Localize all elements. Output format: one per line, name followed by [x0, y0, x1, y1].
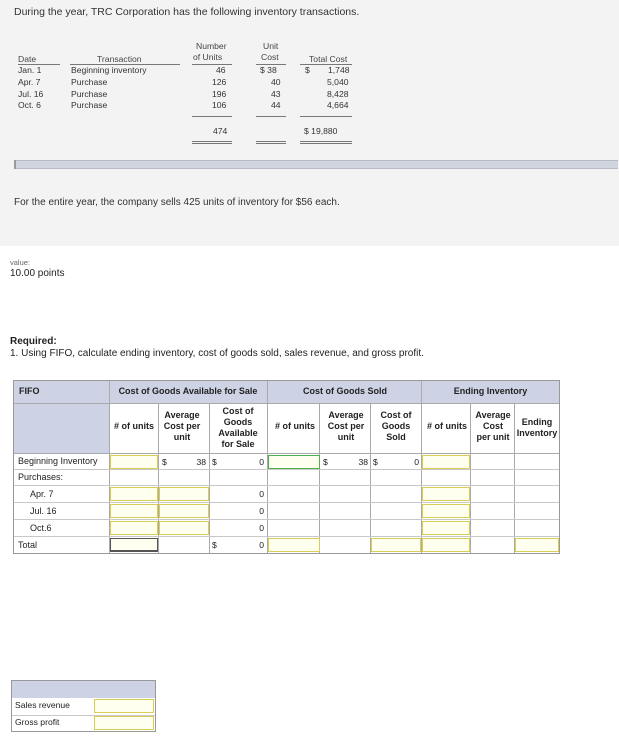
row-total-cost: 8,428 [327, 89, 349, 99]
row-transaction: Purchase [71, 89, 108, 99]
ending-units-input[interactable] [422, 455, 470, 469]
grid-line [14, 469, 559, 470]
row-total-dollar: $ [305, 65, 310, 75]
jul16-units-input[interactable] [110, 504, 158, 518]
sub-end-avg-3: per unit [476, 432, 510, 442]
sub-cogas-4: for Sale [221, 439, 255, 449]
fifo-table [13, 380, 560, 554]
header-transaction: Transaction [97, 54, 142, 64]
sales-table-header [12, 681, 155, 698]
sub-units-ending: # of units [427, 421, 467, 431]
row-unit-cost: 44 [271, 100, 281, 110]
value-points: 10.00 points [10, 268, 65, 279]
sold-avg-dollar: $ [323, 457, 328, 467]
total-ending-units-input[interactable] [422, 538, 470, 552]
jul16-ending-units-input[interactable] [422, 504, 470, 518]
row-label-purchases: Purchases: [18, 472, 64, 482]
jul16-cogas: 0 [259, 506, 264, 516]
begin-cogas: 0 [259, 457, 264, 467]
grid-line [14, 502, 559, 503]
row-units: 196 [212, 89, 227, 99]
sub-cogs-3: Sold [386, 432, 406, 442]
double-rule-unitcost [256, 141, 286, 144]
row-label-total: Total [18, 540, 38, 550]
row-label-oct6: Oct.6 [30, 523, 52, 533]
grid-line [514, 403, 515, 553]
grid-line [14, 519, 559, 520]
total-units-input[interactable] [110, 538, 158, 552]
begin-units-input[interactable] [110, 455, 158, 469]
sales-revenue-input[interactable] [94, 699, 154, 713]
row-units: 46 [216, 65, 226, 75]
problem-panel [0, 0, 619, 246]
gross-profit-input[interactable] [94, 716, 154, 730]
sub-avg-sold-2: Cost per [327, 421, 365, 431]
oct6-ending-units-input[interactable] [422, 521, 470, 535]
header-date: Date [18, 54, 37, 64]
double-rule-units [192, 141, 232, 144]
grid-line [319, 403, 320, 553]
row-date: Jul. 16 [18, 89, 44, 99]
sales-revenue-label: Sales revenue [15, 700, 70, 710]
grid-line [14, 453, 559, 454]
fifo-corner-band [14, 403, 109, 453]
row-date: Oct. 6 [18, 100, 41, 110]
row-label-beginning: Beginning Inventory [18, 456, 98, 466]
sub-cogas-3: Available [218, 428, 258, 438]
rule-units [192, 64, 232, 65]
total-sold-units-input[interactable] [268, 538, 320, 552]
header-total-cost: Total Cost [309, 54, 348, 64]
row-label-jul16: Jul. 16 [30, 506, 57, 516]
problem-sells-text: For the entire year, the company sells 425 units of inventory for $56 each. [14, 197, 340, 208]
row-date: Apr. 7 [18, 77, 41, 87]
apr7-ending-units-input[interactable] [422, 487, 470, 501]
sub-cogs-1: Cost of [380, 410, 412, 420]
problem-intro: During the year, TRC Corporation has the following inventory transactions. [14, 6, 360, 18]
row-units: 106 [212, 100, 227, 110]
apr7-avg-cost-input[interactable] [159, 487, 209, 501]
sub-units-available: # of units [114, 421, 154, 431]
row-unit-cost: $ 38 [260, 65, 277, 75]
grid-line [209, 403, 210, 553]
sub-avg-available-2: Cost per [163, 421, 201, 431]
begin-avg-dollar: $ [162, 457, 167, 467]
row-unit-cost: 40 [271, 77, 281, 87]
row-unit-cost: 43 [271, 89, 281, 99]
sub-avg-sold-3: unit [337, 432, 355, 442]
sales-table [11, 680, 156, 732]
jul16-avg-cost-input[interactable] [159, 504, 209, 518]
oct6-cogas: 0 [259, 523, 264, 533]
rule-units-total [192, 116, 232, 117]
grid-line [370, 403, 371, 553]
oct6-avg-cost-input[interactable] [159, 521, 209, 535]
sold-cogs: 0 [414, 457, 419, 467]
sold-units-input[interactable] [268, 455, 320, 469]
gross-profit-label: Gross profit [15, 717, 60, 727]
horizontal-scrollbar[interactable] [14, 160, 618, 169]
total-ending-inventory-input[interactable] [515, 538, 559, 552]
double-rule-totalcost [300, 141, 352, 144]
sub-cogas-2: Goods [223, 417, 253, 427]
fifo-corner-label: FIFO [19, 386, 40, 396]
apr7-units-input[interactable] [110, 487, 158, 501]
rule-unitcost-total [256, 116, 286, 117]
rule-totalcost-total [300, 116, 352, 117]
row-transaction: Purchase [71, 77, 108, 87]
required-title: Required: [10, 336, 57, 347]
total-cost: $ 19,880 [304, 126, 338, 136]
value-label: value: [10, 258, 31, 267]
sub-end-avg-2: Cost [483, 421, 503, 431]
oct6-units-input[interactable] [110, 521, 158, 535]
row-total-cost: 4,664 [327, 100, 349, 110]
sub-end-inv-1: Ending [521, 417, 553, 427]
row-date: Jan. 1 [18, 65, 42, 75]
header-cost: Cost [261, 52, 279, 62]
group-sold-label: Cost of Goods Sold [303, 386, 387, 396]
row-total-cost: 1,748 [328, 65, 350, 75]
sub-end-avg-1: Average [475, 410, 511, 420]
row-units: 126 [212, 77, 227, 87]
grid-line [14, 536, 559, 537]
required-question: 1. Using FIFO, calculate ending inventory, cost of goods sold, sales revenue, and gross profit. [10, 348, 424, 359]
sub-avg-available-1: Average [164, 410, 200, 420]
row-label-apr7: Apr. 7 [30, 489, 54, 499]
grid-line [14, 485, 559, 486]
header-of-units: of Units [193, 52, 223, 62]
sub-end-inv-2: Inventory [516, 428, 558, 438]
sub-cogas-1: Cost of [222, 406, 254, 416]
begin-cogas-dollar: $ [212, 457, 217, 467]
apr7-cogas: 0 [259, 489, 264, 499]
sub-avg-sold-1: Average [328, 410, 364, 420]
row-transaction: Purchase [71, 100, 108, 110]
total-cogas-dollar: $ [212, 540, 217, 550]
group-ending-label: Ending Inventory [453, 386, 528, 396]
sold-avg-cost: 38 [358, 457, 368, 467]
row-transaction: Beginning inventory [71, 65, 147, 75]
scrollbar-thumb[interactable] [14, 160, 16, 169]
header-number: Number [196, 41, 227, 51]
begin-avg-cost: 38 [196, 457, 206, 467]
grid-line [470, 403, 471, 553]
sub-avg-available-3: unit [173, 432, 191, 442]
total-units: 474 [213, 126, 228, 136]
total-cogs-input[interactable] [371, 538, 421, 552]
grid-line [14, 403, 559, 404]
sold-cogs-dollar: $ [373, 457, 378, 467]
row-total-cost: 5,040 [327, 77, 349, 87]
sub-units-sold: # of units [275, 421, 315, 431]
total-cogas: 0 [259, 540, 264, 550]
group-available-label: Cost of Goods Available for Sale [118, 386, 258, 396]
sub-cogs-2: Goods [381, 421, 411, 431]
header-unit: Unit [263, 41, 279, 51]
